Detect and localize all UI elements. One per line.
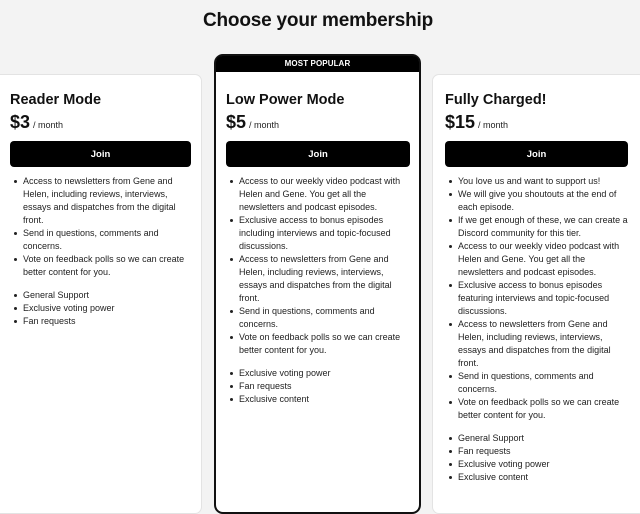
extras-list [445,432,628,484]
extras-list [10,289,191,328]
benefit-item: Send in questions, comments and concerns. [458,370,628,396]
tier-price: $3 [10,112,31,132]
tier-name: Fully Charged! [445,92,547,108]
price-period: / month [249,120,280,130]
benefit-item: Exclusive access to bonus episodes featuring interviews and topic-focused discussions. [458,279,628,318]
extra-item: Fan requests [458,445,628,458]
extras-list [226,367,410,406]
tier-card-reader-mode [0,74,202,514]
benefit-item: Vote on feedback polls so we can create better content for you. [23,253,191,279]
benefit-item: Access to newsletters from Gene and Helen, including reviews, interviews, essays and dispatches from the digital front. [23,175,191,227]
benefit-item: Send in questions, comments and concerns. [23,227,191,253]
benefit-item: Access to newsletters from Gene and Helen, including reviews, interviews, essays and dispatches from the digital front. [239,253,410,305]
join-button-reader-mode[interactable]: Join [10,141,191,167]
price-period: / month [478,120,509,130]
extra-item: Exclusive content [239,393,410,406]
page-title: Choose your membership [203,10,433,31]
extra-item: Exclusive voting power [239,367,410,380]
benefits-list [10,175,191,279]
most-popular-badge: MOST POPULAR [216,56,419,72]
benefit-item: You love us and want to support us! [458,175,628,188]
benefit-item: Send in questions, comments and concerns. [239,305,410,331]
benefit-item: Vote on feedback polls so we can create better content for you. [458,396,628,422]
join-button-fully-charged[interactable]: Join [445,141,628,167]
extra-item: Exclusive content [458,471,628,484]
extra-item: Fan requests [23,315,191,328]
benefit-item: Access to our weekly video podcast with Helen and Gene. You get all the newsletters and podcast episodes. [239,175,410,214]
tier-name: Reader Mode [10,92,102,108]
extra-item: Exclusive voting power [23,302,191,315]
benefits-list [226,175,410,357]
tier-price: $15 [445,112,476,132]
extra-item: General Support [23,289,191,302]
benefits-list [445,175,628,422]
tier-price: $5 [226,112,247,132]
tier-card-fully-charged [432,74,640,514]
tier-card-low-power-mode [214,54,421,514]
price-period: / month [33,120,64,130]
benefit-item: Access to our weekly video podcast with Helen and Gene. You get all the newsletters and podcast episodes. [458,240,628,279]
price-row [10,112,191,136]
tier-name: Low Power Mode [226,92,345,108]
join-button-low-power-mode[interactable]: Join [226,141,410,167]
benefit-item: If we get enough of these, we can create a Discord community for this tier. [458,215,628,238]
extra-item: General Support [458,432,628,445]
benefit-item: We will give you shoutouts at the end of each episode. [458,188,628,214]
price-row [226,112,410,136]
extra-item: Fan requests [239,380,410,393]
price-row [445,112,628,136]
benefit-item: Vote on feedback polls so we can create better content for you. [239,331,410,357]
extra-item: Exclusive voting power [458,458,628,471]
benefit-item: Exclusive access to bonus episodes including interviews and topic-focused discussions. [239,214,410,253]
benefit-item: Access to newsletters from Gene and Helen, including reviews, interviews, essays and dispatches from the digital front. [458,318,628,370]
